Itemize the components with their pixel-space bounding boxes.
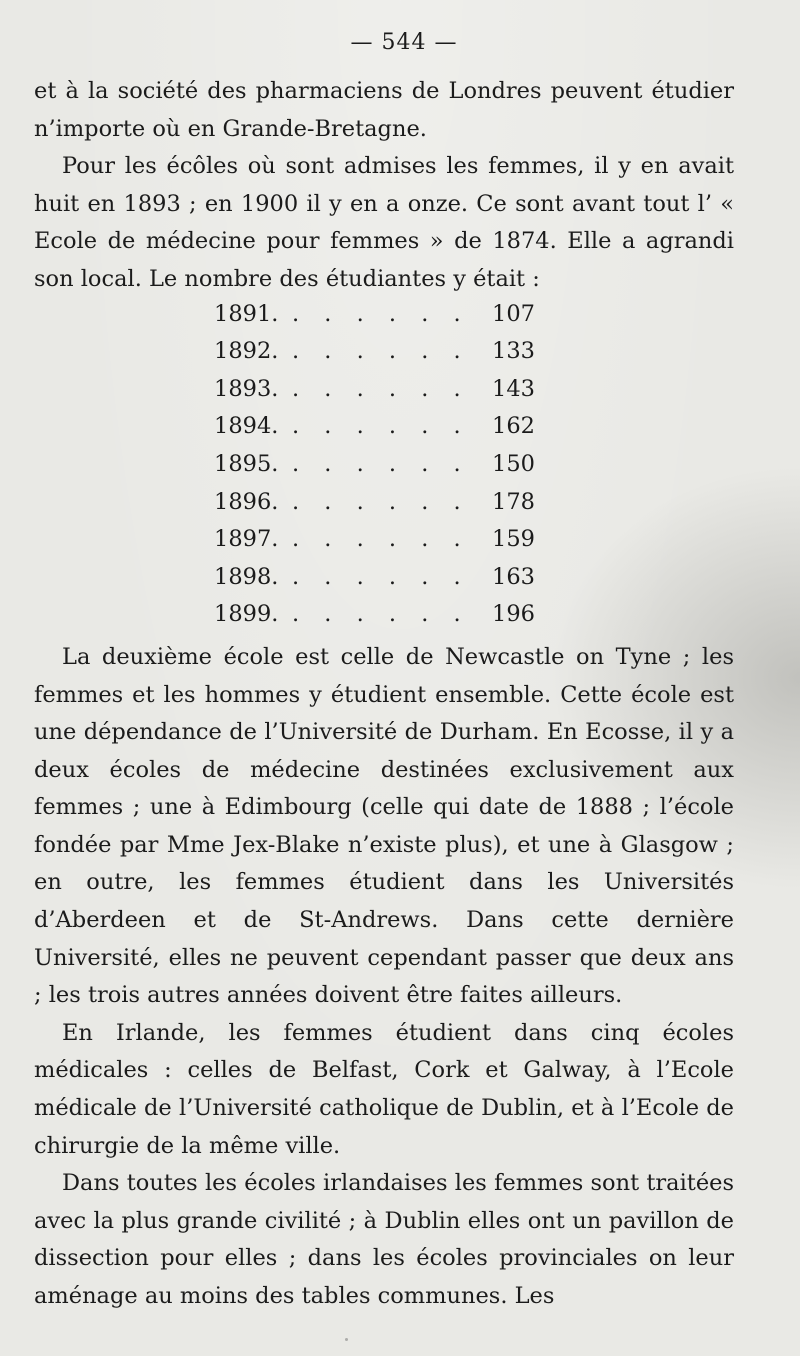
book-page <box>34 30 734 1340</box>
count-cell: 159 <box>492 526 535 553</box>
table-row <box>214 301 594 339</box>
year-cell: 1898. <box>214 563 279 590</box>
leader-dots: . . . . . . <box>292 526 470 553</box>
table-row <box>214 489 594 527</box>
table-row <box>214 413 594 451</box>
paper-speck <box>345 1338 348 1341</box>
year-cell: 1893. <box>214 375 279 402</box>
year-cell: 1892. <box>214 338 279 365</box>
year-cell: 1894. <box>214 413 279 440</box>
count-cell: 162 <box>492 413 535 440</box>
paragraph: La deuxième école est celle de Newcastle on Tyne ; les femmes et les hommes y étudient ensemble. Cette école est une dépendance de l’Université de Durham. En Ecosse, il y a deux écoles de médecine destinées exclusivement aux femmes ; une à Edimbourg (celle qui date de 1888 ; l’école fondée par Mme Jex-Blake n’existe plus), et une à Glasgow ; en outre, les femmes étudient dans les Universités d’Aberdeen et de St-Andrews. Dans cette dernière Université, elles ne peuvent cependant passer que deux ans ; les trois autres années doivent être faites ailleurs. <box>34 643 734 1009</box>
year-cell: 1896. <box>214 488 279 515</box>
table-row <box>214 601 594 639</box>
leader-dots: . . . . . . <box>292 300 470 327</box>
leader-dots: . . . . . . <box>292 450 470 477</box>
text-block-top <box>34 73 734 299</box>
page-number: — 544 — <box>350 30 458 55</box>
text-block-bottom <box>34 639 734 1316</box>
count-cell: 133 <box>492 338 535 365</box>
leader-dots: . . . . . . <box>292 563 470 590</box>
paragraph: En Irlande, les femmes étudient dans cinq écoles médicales : celles de Belfast, Cork et Galway, à l’Ecole médicale de l’Université catholique de Dublin, et à l’Ecole de chirurgie de la même ville. <box>34 1019 734 1159</box>
leader-dots: . . . . . . <box>292 413 470 440</box>
year-cell: 1899. <box>214 601 279 628</box>
enrollment-table <box>214 301 594 639</box>
leader-dots: . . . . . . <box>292 338 470 365</box>
table-row <box>214 451 594 489</box>
table-row <box>214 564 594 602</box>
year-cell: 1895. <box>214 450 279 477</box>
count-cell: 143 <box>492 375 535 402</box>
year-cell: 1897. <box>214 526 279 553</box>
table-row <box>214 376 594 414</box>
paragraph: Pour les écôles où sont admises les femmes, il y en avait huit en 1893 ; en 1900 il y en a onze. Ce sont avant tout l’ « Ecole de médecine pour femmes » de 1874. Elle a agrandi son local. Le nombre des étudiantes y était : <box>34 153 734 292</box>
leader-dots: . . . . . . <box>292 601 470 628</box>
count-cell: 107 <box>492 300 535 327</box>
count-cell: 196 <box>492 601 535 628</box>
table-row <box>214 338 594 376</box>
count-cell: 163 <box>492 563 535 590</box>
count-cell: 178 <box>492 488 535 515</box>
count-cell: 150 <box>492 450 535 477</box>
leader-dots: . . . . . . <box>292 375 470 402</box>
year-cell: 1891. <box>214 300 279 327</box>
paragraph: Dans toutes les écoles irlandaises les femmes sont traitées avec la plus grande civilité ; à Dublin elles ont un pavillon de dissection pour elles ; dans les écoles provinciales on leur aménage au moins des tables communes. Les <box>34 1170 734 1309</box>
paragraph: et à la société des pharmaciens de Londres peuvent étudier n’importe où en Grande-Bretagne. <box>34 78 734 142</box>
leader-dots: . . . . . . <box>292 488 470 515</box>
table-row <box>214 526 594 564</box>
